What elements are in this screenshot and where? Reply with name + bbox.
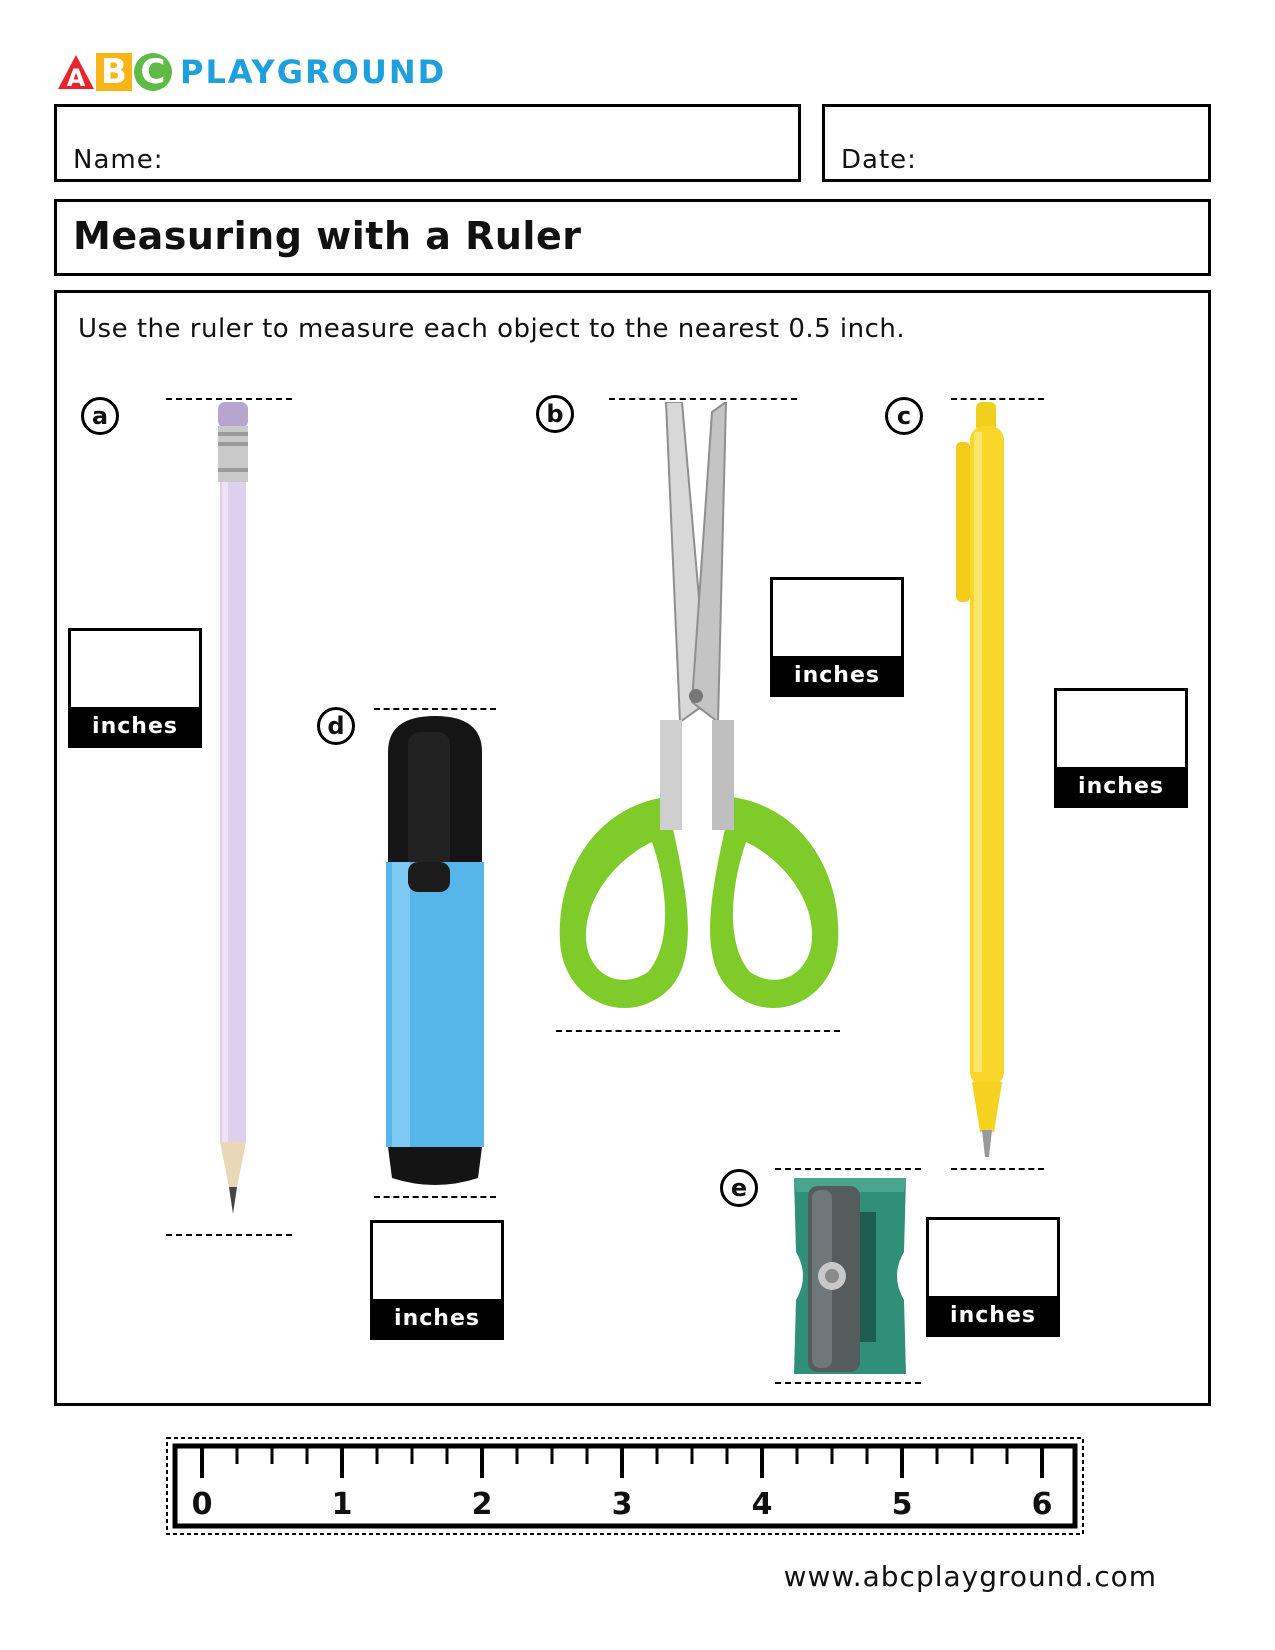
ruler-number-1: 1 (331, 1487, 353, 1522)
dash-bottom-e (775, 1382, 921, 1384)
answer-box-c[interactable] (1054, 688, 1188, 808)
item-label-c: c (885, 397, 923, 435)
ruler-number-2: 2 (471, 1487, 493, 1522)
page-title: Measuring with a Ruler (73, 214, 582, 258)
dash-top-d (374, 708, 496, 710)
item-label-e: e (720, 1169, 758, 1207)
item-label-b: b (536, 395, 574, 433)
ruler-number-4: 4 (751, 1487, 773, 1522)
pen-icon (950, 402, 1020, 1166)
logo-word: PLAYGROUND (180, 53, 447, 91)
title-box (54, 199, 1211, 276)
dash-bottom-b (556, 1030, 840, 1032)
logo (56, 52, 446, 92)
website-url: www.abcplayground.com (783, 1560, 1157, 1593)
item-label-d: d (317, 707, 355, 745)
unit-label-c: inches (1057, 767, 1185, 805)
dash-top-b (609, 398, 797, 400)
unit-label-d: inches (373, 1299, 501, 1337)
name-field[interactable] (54, 104, 801, 182)
highlighter-icon (378, 712, 492, 1194)
svg-text:A: A (66, 64, 86, 91)
dash-bottom-a (166, 1234, 292, 1236)
dash-top-e (775, 1168, 921, 1170)
sharpener-icon (788, 1172, 912, 1380)
date-field[interactable] (822, 104, 1211, 182)
ruler-number-6: 6 (1031, 1487, 1053, 1522)
unit-label-e: inches (929, 1296, 1057, 1334)
logo-b-tile (96, 53, 132, 91)
logo-b-letter: B (101, 52, 127, 92)
logo-c-letter: C (140, 52, 166, 92)
dash-top-c (951, 398, 1044, 400)
unit-label-a: inches (71, 707, 199, 745)
unit-label-b: inches (773, 656, 901, 694)
answer-box-e[interactable] (926, 1217, 1060, 1337)
dash-bottom-d (374, 1196, 496, 1198)
ruler-number-3: 3 (611, 1487, 633, 1522)
dash-top-a (166, 398, 292, 400)
ruler-number-5: 5 (891, 1487, 913, 1522)
date-label: Date: (841, 145, 917, 175)
item-label-a: a (81, 397, 119, 435)
ruler-number-0: 0 (191, 1487, 213, 1522)
answer-box-a[interactable] (68, 628, 202, 748)
ruler (165, 1436, 1085, 1536)
dash-bottom-c (951, 1168, 1044, 1170)
answer-box-d[interactable] (370, 1220, 504, 1340)
pencil-icon (210, 402, 256, 1232)
instruction-text: Use the ruler to measure each object to the nearest 0.5 inch. (78, 314, 906, 344)
logo-c-tile (134, 53, 172, 91)
answer-box-b[interactable] (770, 577, 904, 697)
logo-a-icon (56, 53, 96, 91)
scissors-icon (556, 402, 840, 1027)
name-label: Name: (73, 145, 164, 175)
